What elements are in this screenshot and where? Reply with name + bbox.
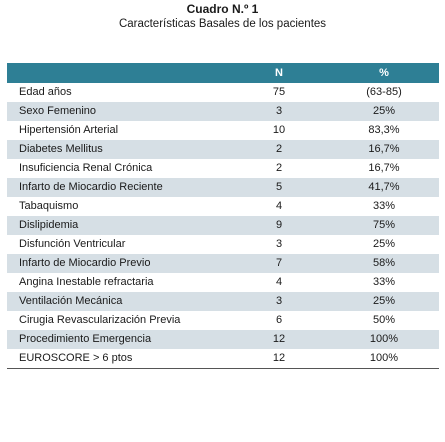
table-row (7, 140, 439, 159)
row-percent: 50% (372, 314, 396, 326)
table-subtitle: Características Basales de los pacientes (118, 18, 327, 30)
row-n: 3 (229, 292, 329, 311)
table-row (7, 254, 439, 273)
patient-characteristics-table (7, 63, 439, 369)
row-percent: 33% (372, 200, 396, 212)
row-percent: 58% (329, 254, 439, 273)
table-row (7, 197, 439, 216)
table-row (7, 159, 439, 178)
row-n: 6 (275, 314, 283, 326)
row-label: Angina Inestable refractaria (19, 276, 154, 288)
row-percent: 16,7% (329, 140, 439, 159)
row-label: EUROSCORE > 6 ptos (7, 349, 229, 369)
row-label: Procedimiento Emergencia (7, 330, 229, 349)
header-label (7, 63, 229, 83)
table-row (7, 349, 439, 369)
row-percent: 33% (372, 276, 396, 288)
row-percent: 100% (329, 330, 439, 349)
row-label: Ventilación Mecánica (7, 292, 229, 311)
row-percent: 41,7% (329, 178, 439, 197)
row-n: 2 (229, 140, 329, 159)
row-label: Cirugia Revascularización Previa (19, 314, 181, 326)
row-label: Diabetes Mellitus (7, 140, 229, 159)
row-n: 4 (275, 200, 283, 212)
row-n: 7 (229, 254, 329, 273)
row-n: 5 (229, 178, 329, 197)
row-percent: 16,7% (368, 162, 400, 174)
row-percent: 25% (372, 238, 396, 250)
header-n: N (229, 63, 329, 83)
row-label: Sexo Femenino (7, 102, 229, 121)
row-label: Disfunción Ventricular (19, 238, 126, 250)
row-percent: 25% (329, 102, 439, 121)
table-row (7, 102, 439, 121)
table-row (7, 121, 439, 140)
table-row (7, 216, 439, 235)
row-percent: 75% (329, 216, 439, 235)
row-n: 9 (229, 216, 329, 235)
row-percent: 25% (329, 292, 439, 311)
row-n: 12 (229, 330, 329, 349)
row-n: 75 (272, 86, 286, 98)
table-row (7, 178, 439, 197)
row-label: Edad años (19, 86, 72, 98)
row-n: 10 (272, 124, 286, 136)
row-n: 12 (229, 349, 329, 369)
row-label: Insuficiencia Renal Crónica (19, 162, 153, 174)
table-row (7, 83, 439, 102)
table-caption (0, 0, 445, 32)
row-label: Infarto de Miocardio Previo (7, 254, 229, 273)
row-label: Hipertensión Arterial (19, 124, 119, 136)
table-body (7, 83, 439, 369)
table-row (7, 235, 439, 254)
table-row (7, 292, 439, 311)
header-percent: % (329, 63, 439, 83)
row-n: 3 (275, 238, 283, 250)
row-percent: 100% (329, 349, 439, 369)
table-row (7, 273, 439, 292)
row-percent: (63-85) (366, 86, 402, 98)
row-label: Tabaquismo (19, 200, 79, 212)
table-row (7, 330, 439, 349)
table-header-row (7, 63, 439, 83)
table-row (7, 311, 439, 330)
row-label: Infarto de Miocardio Reciente (7, 178, 229, 197)
row-n: 4 (275, 276, 283, 288)
table-title: Cuadro N.º 1 (186, 2, 259, 16)
row-percent: 83,3% (368, 124, 400, 136)
row-n: 3 (229, 102, 329, 121)
row-label: Dislipidemia (7, 216, 229, 235)
row-n: 2 (275, 162, 283, 174)
